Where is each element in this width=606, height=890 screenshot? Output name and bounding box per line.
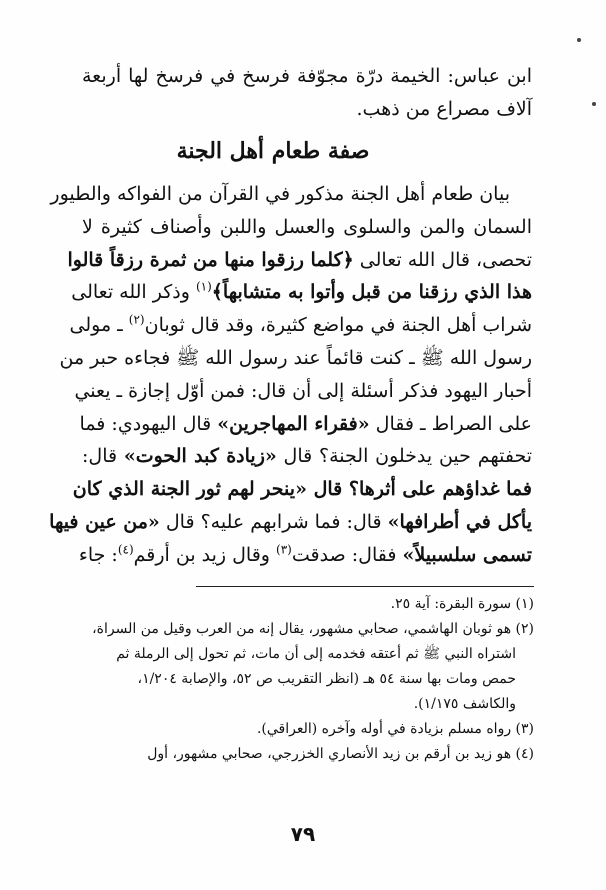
text-line: السمان والمن والسلوى والعسل واللبن وأصناف كثيرة لا: [82, 215, 532, 238]
text-line: أحبار اليهود فذكر أسئلة إلى أن قال: فمن أوّل إجازة ـ يعني: [74, 379, 532, 402]
footnote-ref: (١): [195, 280, 212, 295]
text-line: على الصراط ـ فقال «فقراء المهاجرين» قال اليهودي: فما: [79, 412, 532, 435]
hadith-quote: «ينحر لهم ثور الجنة الذي كان: [72, 478, 307, 501]
text-line: تسمى سلسبيلاً» فقال: صدقت$^{(٣)}$ وقال زيد بن أرقم$^{(٤)}$: جاء: [78, 542, 532, 566]
text-line: شراب أهل الجنة في مواضع كثيرة، وقد قال ثوبان$^{(٢)}$ ـ مولى: [69, 312, 532, 337]
text-line: تحصى، قال الله تعالى ﴿كلما رزقوا منها من ثمرة رزقاً قالوا: [67, 248, 532, 271]
hadith-quote: يأكل في أطرافها»: [387, 510, 532, 533]
footnote-ref: (٤): [117, 542, 134, 557]
footnote-2-continued: حمص ومات بها سنة ٥٤ هـ (انظر التقريب ص ٥٢، والإصابة ١/٢٠٤،: [137, 671, 516, 687]
quran-quote: هذا الذي رزقنا من قبل وأتوا به متشابهاً﴾: [211, 281, 532, 304]
hadith-quote: «زيادة كبد الحوت»: [123, 445, 277, 468]
margin-mark: [577, 38, 581, 42]
footnote-2-continued: اشتراه النبي ﷺ ثم أعتقه فخدمه إلى أن مات، ثم تحول إلى الرملة ثم: [116, 646, 516, 662]
margin-mark: [592, 102, 596, 106]
footnotes: [70, 592, 534, 767]
footnote-divider: [196, 586, 534, 587]
text-line: رسول الله ﷺ ـ كنت قائماً عند رسول الله ﷺ فجاءه حبر من: [59, 346, 532, 369]
hadith-quote: «فقراء المهاجرين»: [217, 412, 370, 435]
main-paragraph: [49, 178, 532, 572]
text-line: فما غداؤهم على أثرها؟ قال «ينحر لهم ثور الجنة الذي كان: [72, 478, 532, 501]
footnote-2: (٢) هو ثوبان الهاشمي، صحابي مشهور، يقال إنه من العرب وقيل من السراة،: [92, 621, 534, 637]
footnote-ref: (٢): [128, 312, 145, 327]
footnote-3: (٣) رواه مسلم بزيادة في أوله وآخره (العراقي).: [256, 721, 534, 737]
text-line: يأكل في أطرافها» قال: فما شرابهم عليه؟ قال «من عين فيها: [49, 510, 532, 533]
text-line: ابن عباس: الخيمة درّة مجوّفة فرسخ في فرسخ لها أربعة: [82, 65, 532, 87]
quran-quote: ﴿كلما رزقوا منها من ثمرة رزقاً قالوا: [67, 248, 354, 271]
footnote-4: (٤) هو زيد بن أرقم بن زيد الأنصاري الخزرجي، صحابي مشهور، أول: [147, 746, 534, 762]
text-line: هذا الذي رزقنا من قبل وأتوا به متشابهاً﴾$^{(١)}$ وذكر الله تعالى: [71, 280, 532, 304]
text-line: بيان طعام أهل الجنة مذكور في القرآن من الفواكه والطيور: [50, 183, 510, 205]
page-number: ٧٩: [290, 822, 316, 846]
hadith-quote: «من عين فيها: [49, 510, 160, 533]
hadith-quote: تسمى سلسبيلاً»: [402, 543, 532, 566]
intro-paragraph: [82, 60, 532, 126]
footnote-2-continued: والكاشف ١/١٧٥).: [413, 696, 516, 712]
text-line: تحفتهم حين يدخلون الجنة؟ قال «زيادة كبد الحوت» قال:: [82, 445, 532, 468]
text-line: آلاف مصراع من ذهب.: [356, 97, 532, 120]
footnote-1: (١) سورة البقرة: آية ٢٥.: [390, 596, 534, 612]
section-heading: صفة طعام أهل الجنة: [176, 138, 370, 164]
footnote-ref: (٣): [276, 542, 292, 557]
